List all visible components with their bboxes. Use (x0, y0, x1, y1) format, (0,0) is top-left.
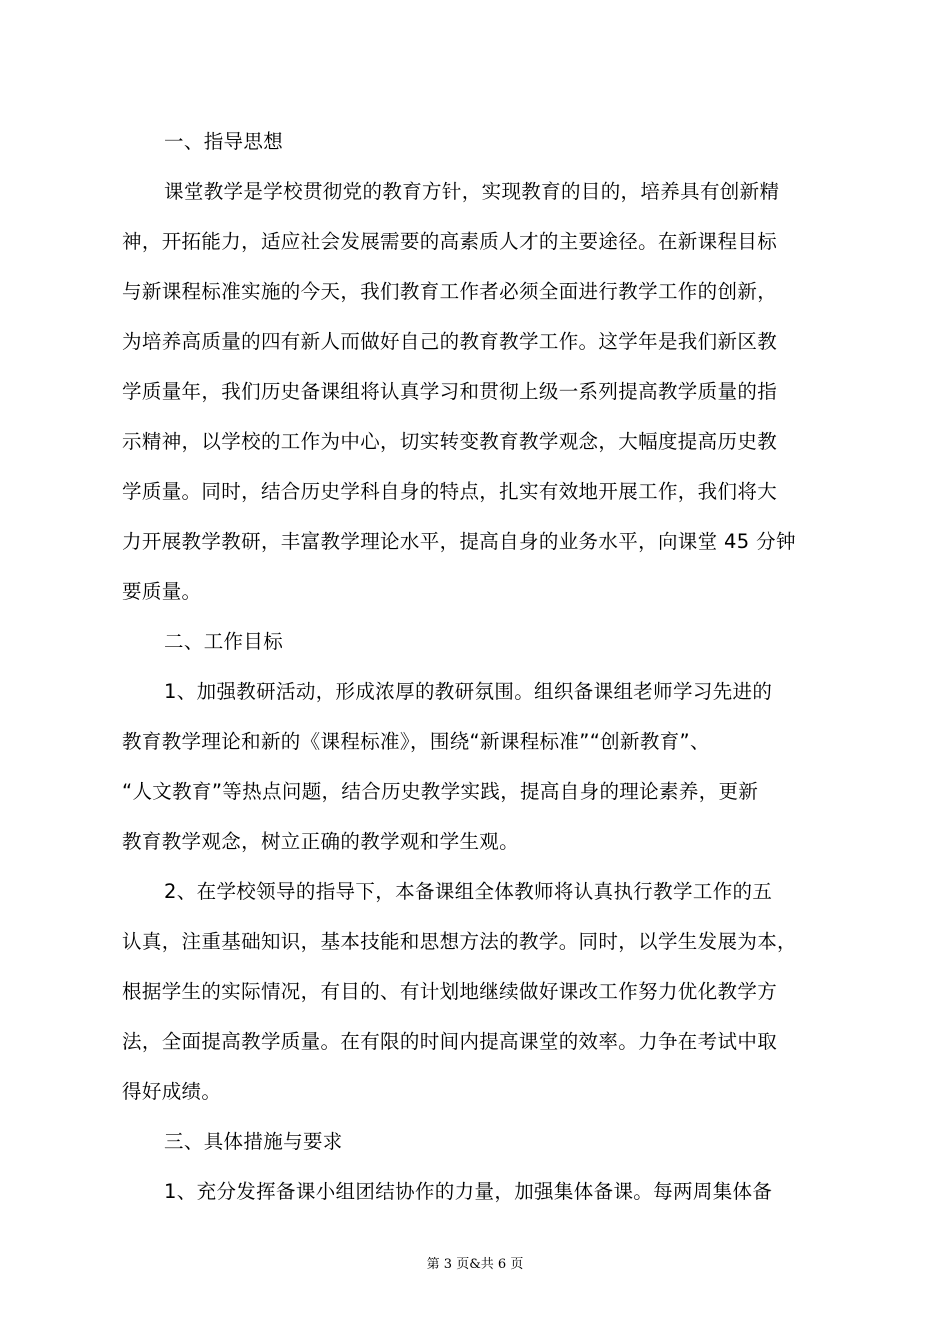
paragraph-line: 课堂教学是学校贯彻党的教育方针，实现教育的目的，培养具有创新精 (164, 180, 780, 203)
heading-work-goals: 二、工作目标 (164, 630, 284, 653)
paragraph-line: 教育教学理论和新的《课程标准》，围绕“新课程标准”“创新教育”、 (122, 730, 710, 753)
paragraph-line: 示精神，以学校的工作为中心，切实转变教育教学观念，大幅度提高历史教 (122, 430, 778, 453)
paragraph-line: 得好成绩。 (122, 1080, 222, 1103)
page-footer: 第 3 页&共 6 页 (426, 1257, 524, 1272)
paragraph-line: 要质量。 (122, 580, 202, 603)
paragraph-line: 神，开拓能力，适应社会发展需要的高素质人才的主要途径。在新课程目标 (122, 230, 778, 253)
paragraph-line: 认真，注重基础知识，基本技能和思想方法的教学。同时，以学生发展为本， (122, 930, 797, 953)
paragraph-line: 力开展教学教研，丰富教学理论水平，提高自身的业务水平，向课堂 45 分钟 (122, 530, 796, 553)
paragraph-line: 为培养高质量的四有新人而做好自己的教育教学工作。这学年是我们新区教 (122, 330, 778, 353)
paragraph-line: 学质量。同时，结合历史学科自身的特点，扎实有效地开展工作，我们将大 (122, 480, 778, 503)
paragraph-line: 2、在学校领导的指导下，本备课组全体教师将认真执行教学工作的五 (164, 880, 773, 903)
paragraph-line: “人文教育”等热点问题，结合历史教学实践，提高自身的理论素养，更新 (122, 780, 759, 803)
paragraph-line: 学质量年，我们历史备课组将认真学习和贯彻上级一系列提高教学质量的指 (122, 380, 778, 403)
heading-guiding-ideology: 一、指导思想 (164, 130, 284, 153)
heading-measures: 三、具体措施与要求 (164, 1130, 343, 1153)
paragraph-line: 与新课程标准实施的今天，我们教育工作者必须全面进行教学工作的创新， (122, 280, 778, 303)
paragraph-line: 法，全面提高教学质量。在有限的时间内提高课堂的效率。力争在考试中取 (122, 1030, 778, 1053)
paragraph-line: 1、加强教研活动，形成浓厚的教研氛围。组织备课组老师学习先进的 (164, 680, 773, 703)
paragraph-line: 根据学生的实际情况，有目的、有计划地继续做好课改工作努力优化教学方 (122, 980, 778, 1003)
paragraph-line: 1、充分发挥备课小组团结协作的力量，加强集体备课。每两周集体备 (164, 1180, 773, 1203)
paragraph-line: 教育教学观念，树立正确的教学观和学生观。 (122, 830, 520, 853)
